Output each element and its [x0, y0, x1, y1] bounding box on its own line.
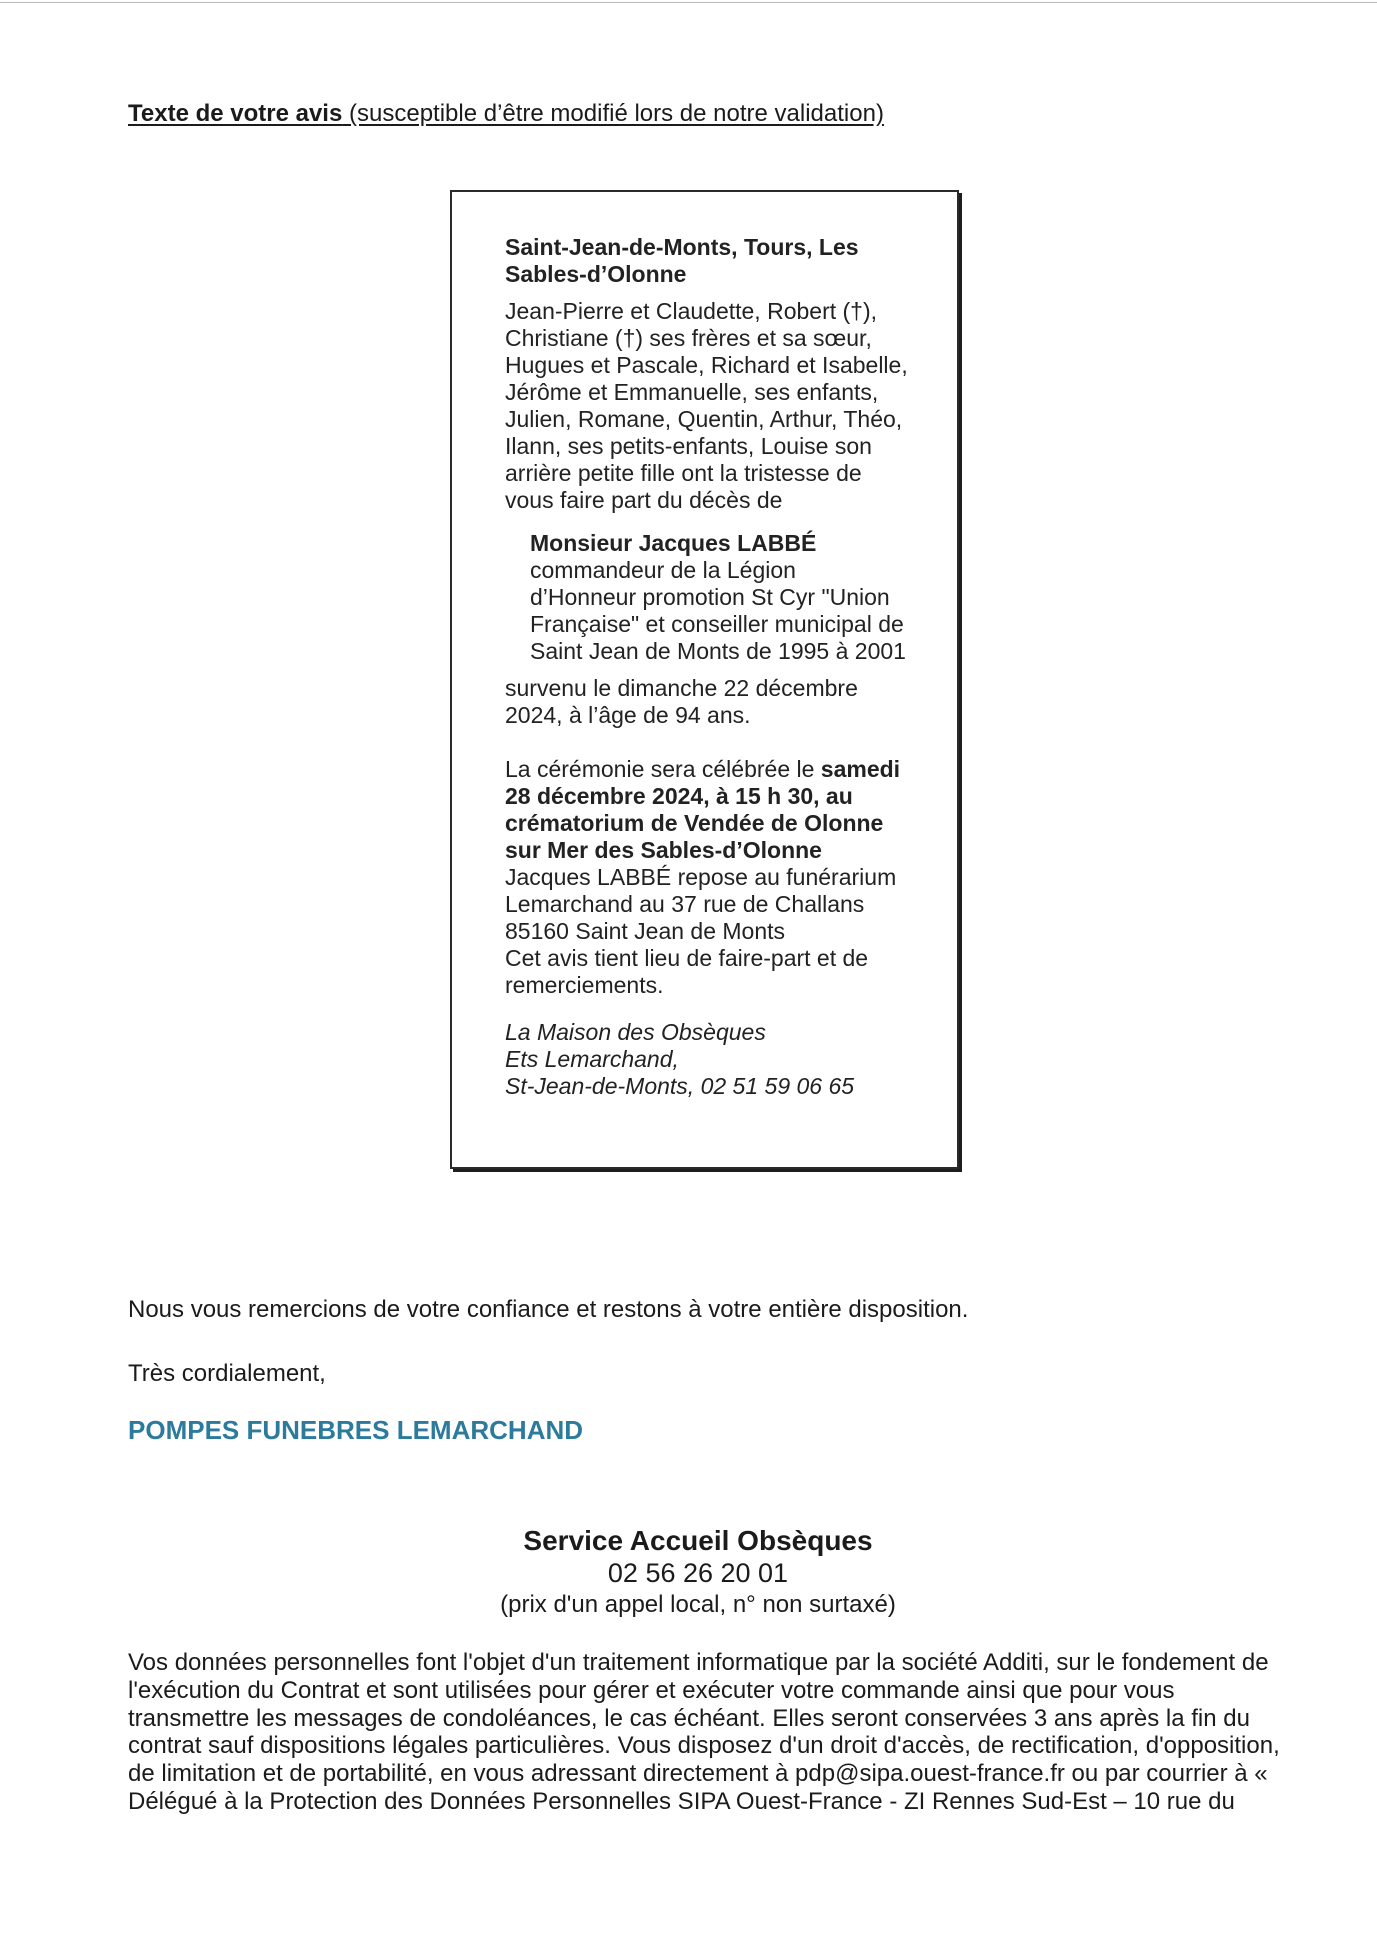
ceremony-line: Lemarchand au 37 rue de Challans — [505, 891, 865, 917]
family-line: Jérôme et Emmanuelle, ses enfants, — [505, 379, 879, 405]
service-phone-note: (prix d'un appel local, n° non surtaxé) — [500, 1591, 896, 1618]
notice-header-label: Texte de votre avis — [128, 100, 343, 127]
family-paragraph — [505, 298, 957, 514]
death-line: 2024, à l’âge de 94 ans. — [505, 702, 751, 728]
deceased-title-line: Française" et conseiller municipal de — [530, 611, 904, 637]
privacy-line: contrat sauf dispositions légales particulières. Vous disposez d'un droit d'accès, de rectification, d'opposition, — [128, 1732, 1280, 1760]
family-line: Jean-Pierre et Claudette, Robert (†), — [505, 298, 878, 324]
deceased-title-line: Saint Jean de Monts de 1995 à 2001 — [530, 638, 906, 664]
service-contact-block — [398, 1525, 998, 1621]
deceased-title-line: commandeur de la Légion — [530, 557, 796, 583]
scan-edge-line — [0, 2, 1377, 3]
privacy-line: Délégué à la Protection des Données Personnelles SIPA Ouest-France - ZI Rennes Sud-Est – 10 rue du — [128, 1787, 1235, 1815]
privacy-notice — [128, 1649, 1280, 1816]
signature-line: Ets Lemarchand, — [505, 1046, 679, 1072]
service-title: Service Accueil Obsèques — [523, 1525, 873, 1556]
ceremony-line: remerciements. — [505, 972, 664, 998]
ceremony-intro-line — [505, 756, 957, 783]
ceremony-line: Jacques LABBÉ repose au funérarium — [505, 864, 897, 890]
family-line: arrière petite fille ont la tristesse de — [505, 460, 862, 486]
notice-header — [128, 100, 884, 128]
death-line: survenu le dimanche 22 décembre — [505, 675, 858, 701]
ceremony-paragraph — [505, 756, 957, 999]
ceremony-bold-line: 28 décembre 2024, à 15 h 30, au — [505, 783, 853, 809]
notice-header-note: (susceptible d’être modifié lors de notre validation) — [349, 100, 884, 127]
ceremony-line: Cet avis tient lieu de faire-part et de — [505, 945, 869, 971]
family-line: vous faire part du décès de — [505, 487, 783, 513]
ceremony-day: samedi — [820, 756, 901, 782]
family-line: Christiane (†) ses frères et sa sœur, — [505, 325, 872, 351]
privacy-line: Vos données personnelles font l'objet d'un traitement informatique par la société Additi, sur le fondement de — [128, 1649, 1269, 1676]
signature-line: La Maison des Obsèques — [505, 1019, 766, 1045]
thanks-sentence: Nous vous remercions de votre confiance et restons à votre entière disposition. — [128, 1296, 969, 1323]
notice-location — [505, 234, 957, 288]
obituary-notice-box — [450, 190, 959, 1169]
ceremony-line: 85160 Saint Jean de Monts — [505, 918, 786, 944]
privacy-line: l'exécution du Contrat et sont utilisées pour gérer et exécuter votre commande ainsi que pour vous — [128, 1676, 1175, 1704]
family-line: Ilann, ses petits-enfants, Louise son — [505, 433, 872, 459]
service-phone: 02 56 26 20 01 — [607, 1558, 789, 1588]
ceremony-bold-line: sur Mer des Sables-d’Olonne — [505, 837, 822, 863]
deceased-name: Monsieur Jacques LABBÉ — [530, 530, 817, 556]
salutation: Très cordialement, — [128, 1360, 326, 1387]
family-line: Hugues et Pascale, Richard et Isabelle, — [505, 352, 908, 378]
funeral-home-signature — [505, 1019, 957, 1100]
signature-line: St-Jean-de-Monts, 02 51 59 06 65 — [505, 1073, 855, 1099]
location-line: Sables-d’Olonne — [505, 261, 687, 287]
family-line: Julien, Romane, Quentin, Arthur, Théo, — [505, 406, 903, 432]
deceased-title-line: d’Honneur promotion St Cyr "Union — [530, 584, 890, 610]
death-paragraph — [505, 675, 957, 729]
privacy-line: transmettre les messages de condoléances, le cas échéant. Elles seront conservées 3 ans après la fin du — [128, 1704, 1250, 1732]
privacy-line: de limitation et de portabilité, en vous adressant directement à pdp@sipa.ouest-france.fr ou par courrier à « — [128, 1760, 1268, 1788]
location-line: Saint-Jean-de-Monts, Tours, Les — [505, 234, 859, 260]
ceremony-intro: La cérémonie sera célébrée le — [505, 756, 815, 782]
ceremony-bold-line: crématorium de Vendée de Olonne — [505, 810, 884, 836]
company-name: POMPES FUNEBRES LEMARCHAND — [128, 1415, 584, 1445]
deceased-block — [505, 530, 957, 665]
